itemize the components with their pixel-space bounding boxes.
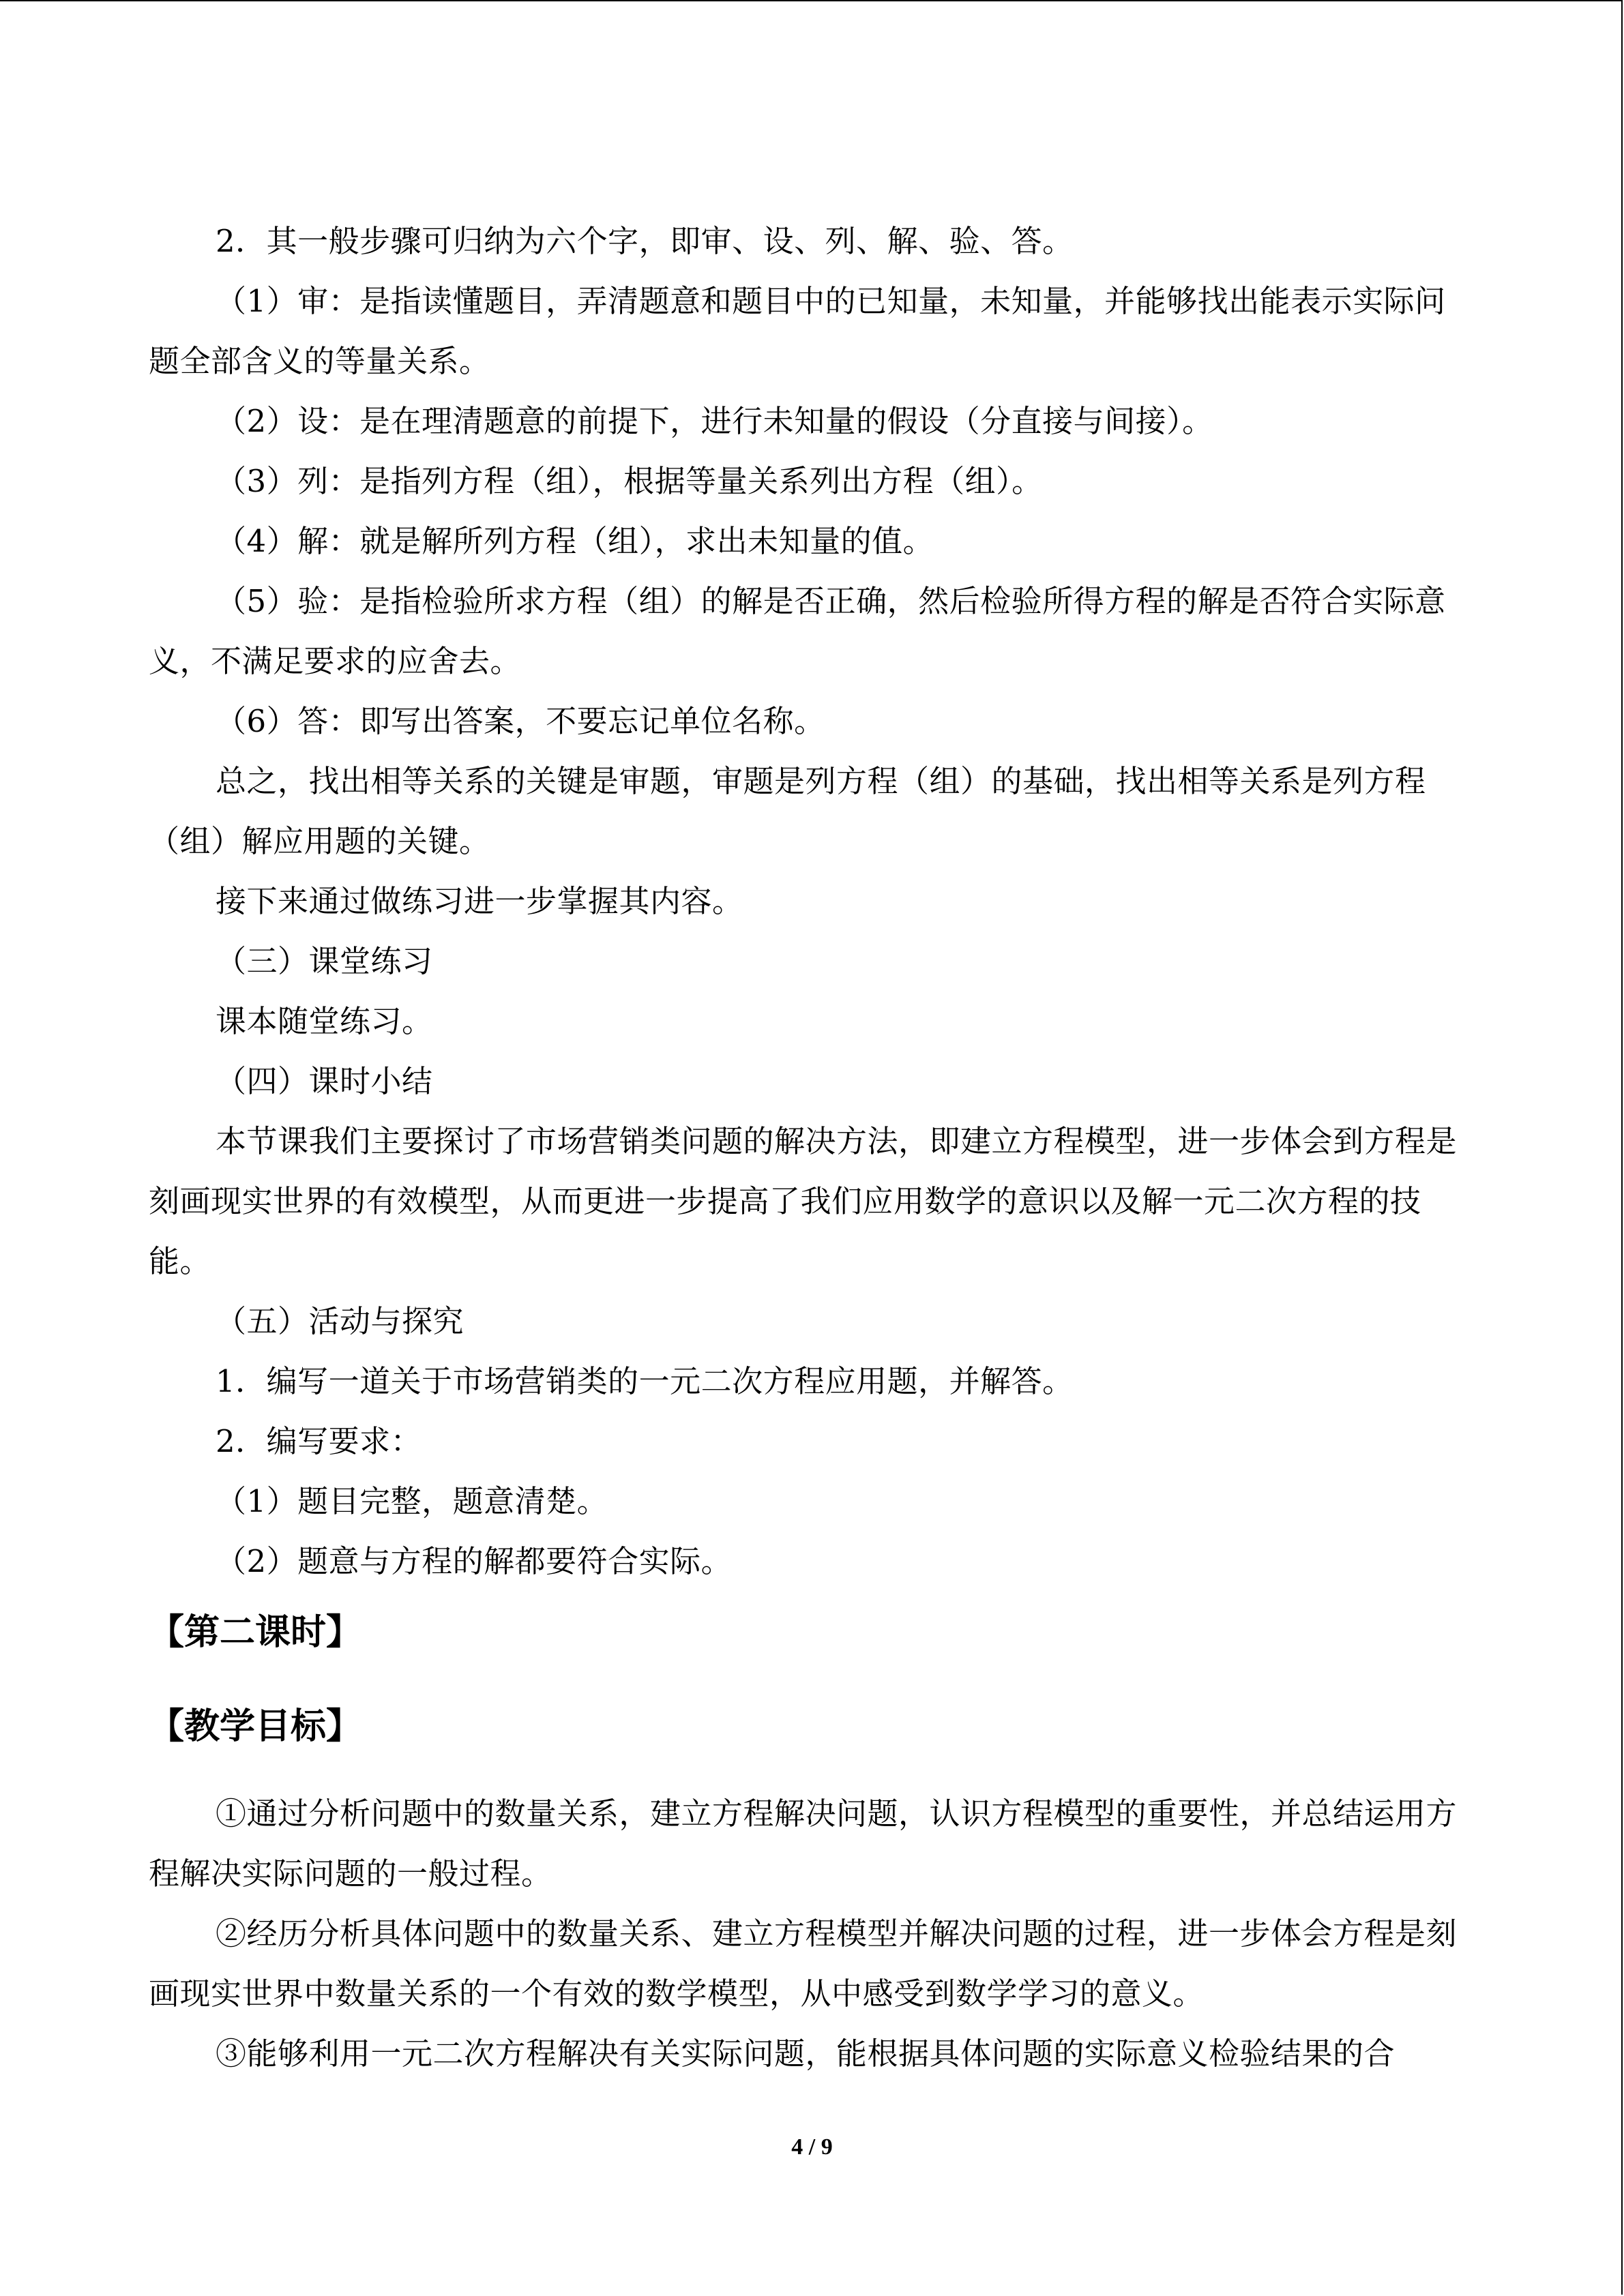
paragraph-requirement-2: （2）题意与方程的解都要符合实际。 <box>216 1543 733 1579</box>
paragraph-practice-text: 课本随堂练习。 <box>216 1003 433 1039</box>
section-heading-activity: （五）活动与探究 <box>216 1303 464 1339</box>
paragraph-step-verify: （5）验：是指检验所求方程（组）的解是否正确，然后检验所得方程的解是否符合实际意义，不满足要求的应舍去。 <box>149 583 1446 679</box>
section-heading-practice: （三）课堂练习 <box>216 943 433 979</box>
page-number: 4 / 9 <box>791 2134 833 2160</box>
heading-second-lesson: 【第二课时】 <box>149 1612 362 1653</box>
paragraph-step-answer: （6）答：即写出答案，不要忘记单位名称。 <box>216 703 825 739</box>
paragraph-summary-text: 本节课我们主要探讨了市场营销类问题的解决方法，即建立方程模型，进一步体会到方程是刻画现实世界的有效模型，从而更进一步提高了我们应用数学的意识以及解一元二次方程的技能。 <box>149 1123 1458 1279</box>
paragraph-steps-intro: 2．其一般步骤可归纳为六个字，即审、设、列、解、验、答。 <box>216 223 1074 259</box>
paragraph-goal-2: ②经历分析具体问题中的数量关系、建立方程模型并解决问题的过程，进一步体会方程是刻画现实世界中数量关系的一个有效的数学模型，从中感受到数学学习的意义。 <box>149 1915 1458 2012</box>
paragraph-goal-3: ③能够利用一元二次方程解决有关实际问题，能根据具体问题的实际意义检验结果的合 <box>216 2036 1396 2072</box>
paragraph-summary-key: 总之，找出相等关系的关键是审题，审题是列方程（组）的基础，找出相等关系是列方程（组）解应用题的关键。 <box>149 763 1426 859</box>
section-heading-summary: （四）课时小结 <box>216 1063 433 1099</box>
paragraph-activity-2: 2．编写要求： <box>216 1423 422 1459</box>
paragraph-step-solve: （4）解：就是解所列方程（组），求出未知量的值。 <box>216 523 934 559</box>
paragraph-activity-1: 1．编写一道关于市场营销类的一元二次方程应用题，并解答。 <box>216 1363 1074 1399</box>
paragraph-step-list: （3）列：是指列方程（组），根据等量关系列出方程（组）。 <box>216 463 1043 499</box>
paragraph-practice-intro: 接下来通过做练习进一步掌握其内容。 <box>216 883 743 919</box>
paragraph-step-review: （1）审：是指读懂题目，弄清题意和题目中的已知量，未知量，并能够找出能表示实际问题全部含义的等量关系。 <box>149 283 1446 379</box>
paragraph-step-assume: （2）设：是在理清题意的前提下，进行未知量的假设（分直接与间接）。 <box>216 403 1213 439</box>
paragraph-requirement-1: （1）题目完整，题意清楚。 <box>216 1483 608 1519</box>
heading-teaching-goals: 【教学目标】 <box>149 1706 362 1747</box>
document-body <box>149 211 1476 2084</box>
paragraph-goal-1: ①通过分析问题中的数量关系，建立方程解决问题，认识方程模型的重要性，并总结运用方程解决实际问题的一般过程。 <box>149 1795 1458 1892</box>
